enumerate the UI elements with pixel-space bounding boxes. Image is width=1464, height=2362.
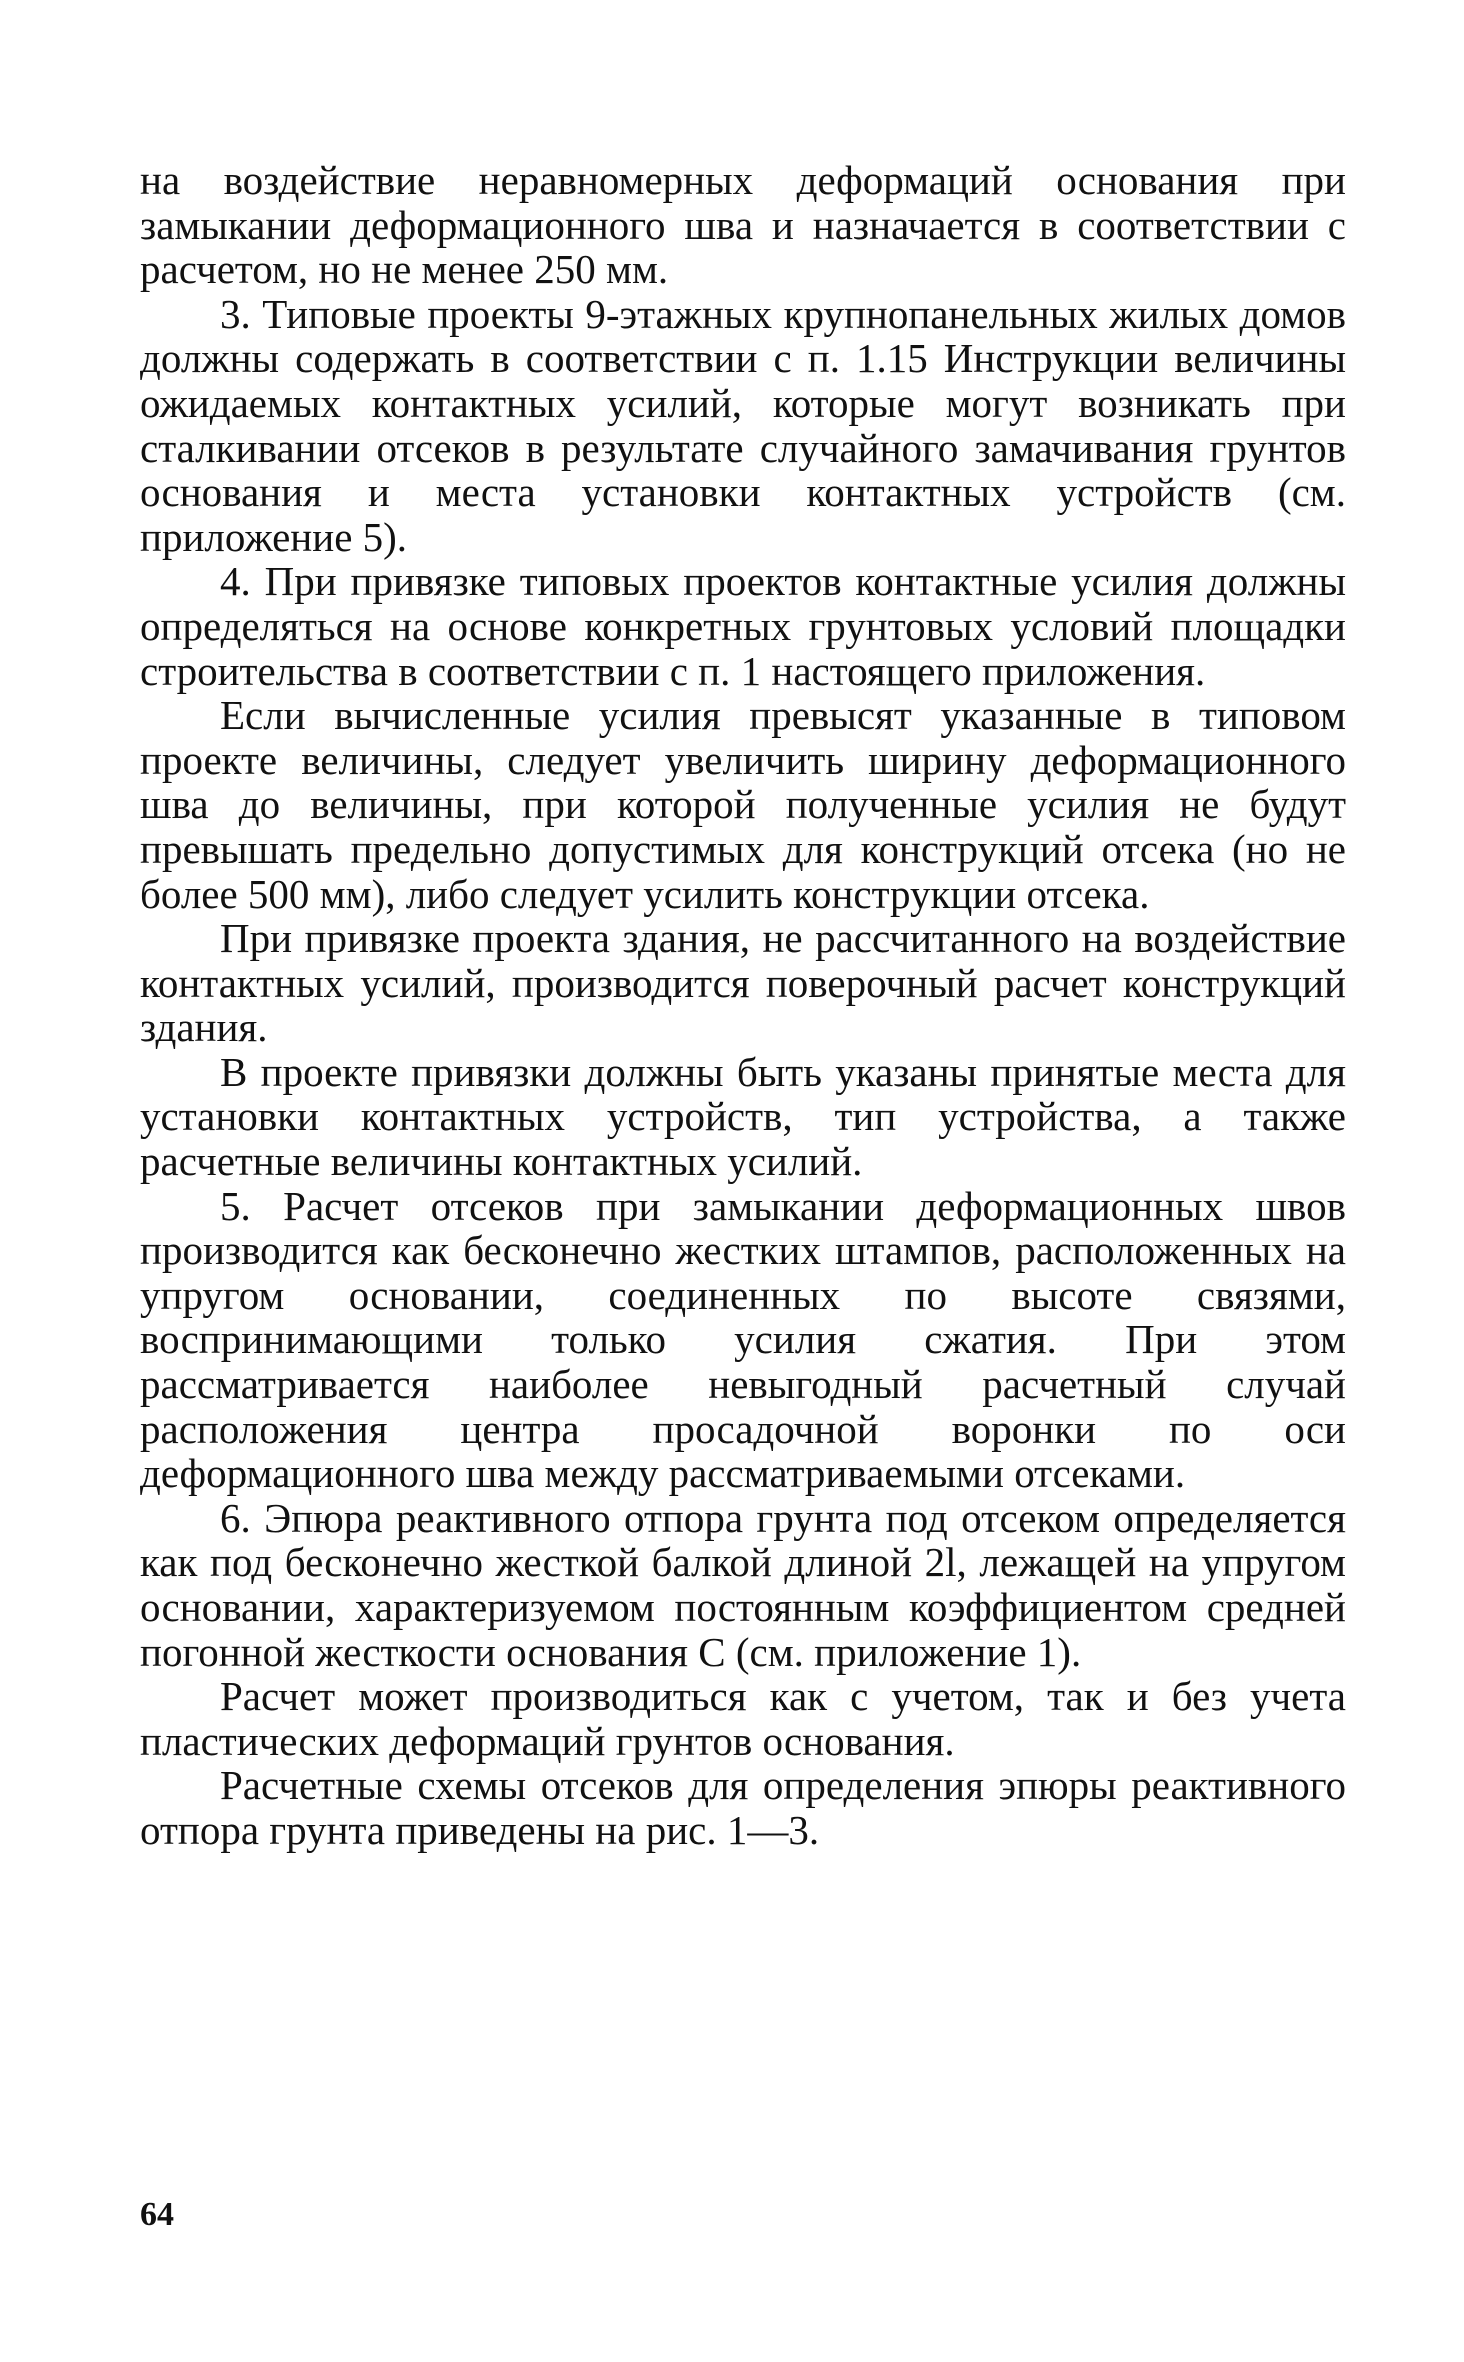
page-body: [140, 158, 1346, 1853]
paragraph-3: 4. При привязке типовых проектов контактные усилия должны определяться на основе конкретных грунтовых условий площадки строительства в соответствии с п. 1 настоящего приложения.: [140, 558, 1346, 694]
page-number: 64: [140, 2196, 174, 2233]
paragraph-4: Если вычисленные усилия превысят указанные в типовом проекте величины, следует увеличить ширину деформационного шва до величины, при которой полученные усилия не будут превышать предельно допустимых для конструкций отсека (но не более 500 мм), либо следует усилить конструкции отсека.: [140, 692, 1346, 917]
paragraph-2: 3. Типовые проекты 9-этажных крупнопанельных жилых домов должны содержать в соответствии с п. 1.15 Инструкции величины ожидаемых контактных усилий, которые могут возникать при сталкивании отсеков в результате случайного замачивания грунтов основания и места установки контактных устройств (см. приложение 5).: [140, 290, 1346, 560]
paragraph-1: на воздействие неравномерных деформаций основания при замыкании деформационного шва и назначается в соответствии с расчетом, но не менее 250 мм.: [140, 157, 1346, 293]
paragraph-10: Расчетные схемы отсеков для определения эпюры реактивного отпора грунта приведены на рис. 1—3.: [140, 1762, 1346, 1853]
paragraph-8: 6. Эпюра реактивного отпора грунта под отсеком определяется как под бесконечно жесткой балкой длиной 2l, лежащей на упругом основании, характеризуемом постоянным коэффициентом средней погонной жесткости основания C (см. приложение 1).: [140, 1494, 1346, 1675]
paragraph-6: В проекте привязки должны быть указаны принятые места для установки контактных устройств, тип устройства, а также расчетные величины контактных усилий.: [140, 1048, 1346, 1185]
paragraph-7: 5. Расчет отсеков при замыкании деформационных швов производится как бесконечно жестких штампов, расположенных на упругом основании, соединенных по высоте связями, воспринимающими только усилия сжатия. При этом рассматривается наиболее невыгодный расчетный случай расположения центра просадочной воронки по оси деформационного шва между рассматриваемыми отсеками.: [140, 1182, 1346, 1497]
paragraph-9: Расчет может производиться как с учетом, так и без учета пластических деформаций грунтов основания.: [140, 1673, 1346, 1764]
paragraph-5: При привязке проекта здания, не рассчитанного на воздействие контактных усилий, производится поверочный расчет конструкций здания.: [140, 915, 1346, 1051]
